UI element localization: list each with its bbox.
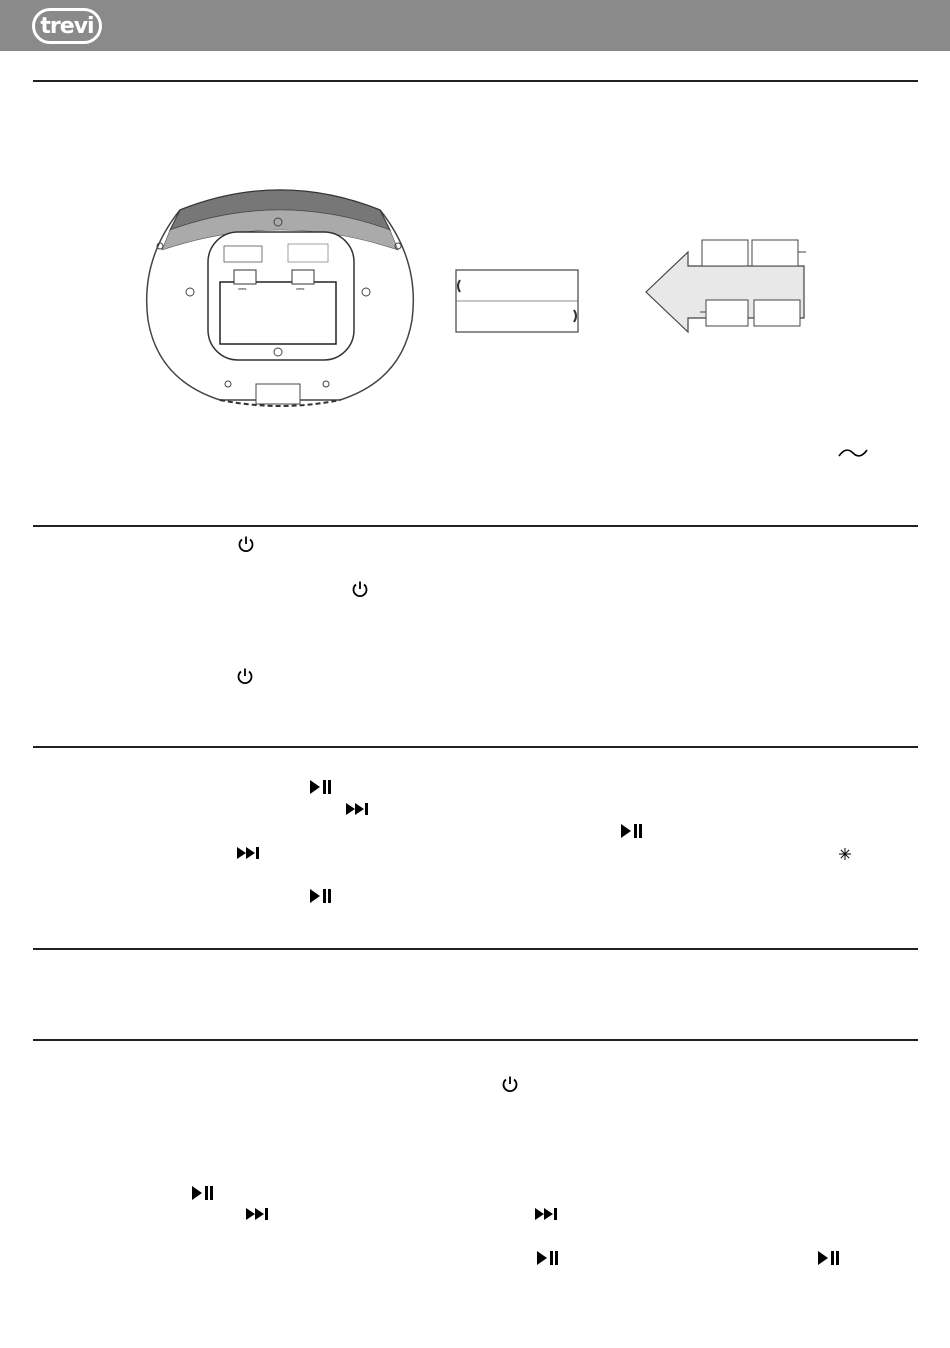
battery-cover-illustration [454,268,580,334]
ac-tilde-icon [837,445,869,461]
play-pause-icon [191,1185,215,1201]
power-icon [501,1075,519,1093]
next-track-icon [236,846,262,860]
open-label: OPEN [238,287,247,291]
play-pause-icon [309,779,333,795]
play-pause-icon [817,1250,841,1266]
power-icon [351,580,369,598]
next-track-icon [534,1207,560,1221]
page-header [0,0,950,51]
asterisk-icon [838,847,852,861]
section-divider [33,80,918,82]
open-label: OPEN [296,287,305,291]
next-track-icon [345,802,371,816]
power-icon [236,667,254,685]
section-divider [33,746,918,748]
section-divider [33,1039,918,1041]
power-icon [237,535,255,553]
battery-insertion-diagram [644,232,810,336]
play-pause-icon [309,888,333,904]
play-pause-icon [536,1250,560,1266]
play-pause-icon [620,823,644,839]
section-divider [33,525,918,527]
device-back-illustration [140,180,420,412]
section-divider [33,948,918,950]
trevi-logo: trevi [32,8,102,44]
next-track-icon [245,1207,271,1221]
